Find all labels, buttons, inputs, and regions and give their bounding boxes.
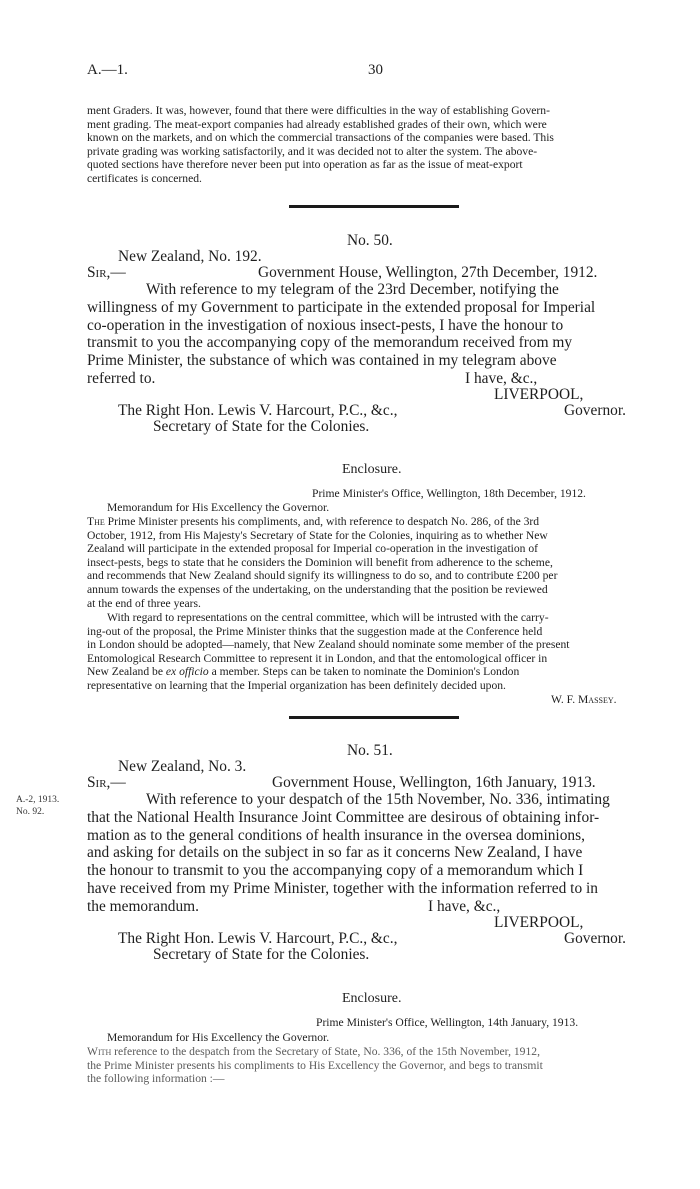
signature: LIVERPOOL, <box>494 386 584 403</box>
place-date: Government House, Wellington, 16th January, 1913. <box>272 774 596 791</box>
closing: I have, &c., <box>428 898 501 915</box>
salutation: Sir,— <box>87 264 126 281</box>
text-line: ment grading. The meat-export companies had already established grades of their own, which were <box>87 117 547 131</box>
document-number: No. 51. <box>347 742 393 759</box>
text-line: referred to. <box>87 369 156 387</box>
place-date: Government House, Wellington, 27th December, 1912. <box>258 264 598 281</box>
text-line: at the end of three years. <box>87 596 201 610</box>
dispatch-number: New Zealand, No. 3. <box>118 758 247 775</box>
memo-origin: Prime Minister's Office, Wellington, 14th January, 1913. <box>316 1016 579 1029</box>
text-line: certificates is concerned. <box>87 171 202 185</box>
text-line: that the National Health Insurance Joint Committee are desirous of obtaining infor- <box>87 808 600 826</box>
memo-paragraph <box>87 515 635 610</box>
margin-reference: No. 92. <box>16 807 45 817</box>
text-line: the honour to transmit to you the accompanying copy of a memorandum which I <box>87 862 584 880</box>
page-number: 30 <box>368 62 383 78</box>
memo-addressee: Memorandum for His Excellency the Governor. <box>107 501 330 514</box>
text-line: Entomological Research Committee to represent it in London, and that the entomological officer in <box>87 651 548 665</box>
text-line: in London should be adopted—namely, that New Zealand should nominate some member of the present <box>87 638 570 652</box>
text-line: the following information :— <box>87 1072 225 1086</box>
memo-addressee: Memorandum for His Excellency the Governor. <box>107 1031 330 1044</box>
page-reference: A.—1. <box>87 62 128 78</box>
text-line: New Zealand be ex officio a member. Steps can be taken to nominate the Dominion's London <box>87 665 520 679</box>
salutation: Sir,— <box>87 774 126 791</box>
text-line: With reference to your despatch of the 15th November, No. 336, intimating <box>146 791 610 808</box>
text-line: quoted sections have therefore never been put into operation as far as the issue of meat-export <box>87 158 523 172</box>
text-line: willingness of my Government to participate in the extended proposal for Imperial <box>87 298 596 316</box>
signature: LIVERPOOL, <box>494 914 584 931</box>
text-line: ing-out of the proposal, the Prime Minister thinks that the suggestion made at the Conference held <box>87 624 543 638</box>
addressee-title: Secretary of State for the Colonies. <box>153 946 370 963</box>
document-number: No. 50. <box>347 232 393 249</box>
text-line: Prime Minister, the substance of which was contained in my telegram above <box>87 352 557 370</box>
small-caps-word: The <box>87 515 105 528</box>
text-line: With regard to representations on the central committee, which will be intrusted with the carry- <box>107 611 549 624</box>
addressee: The Right Hon. Lewis V. Harcourt, P.C., &c., <box>118 402 398 419</box>
text-line: co-operation in the investigation of noxious insect-pests, I have the honour to <box>87 316 564 334</box>
text-line: insect-pests, begs to state that he considers the Dominion will benefit from adherence to the scheme, <box>87 555 553 569</box>
text-line: representative on learning that the Imperial organization has been definitely decided upon. <box>87 678 506 692</box>
signature-title: Governor. <box>564 930 626 947</box>
section-divider <box>289 205 459 208</box>
text-line: annum towards the expenses of the undertaking, on the understanding that the position be reviewed <box>87 582 548 596</box>
memo-signature: W. F. Massey. <box>551 693 617 706</box>
italic-phrase: ex officio <box>165 665 209 679</box>
dispatch-number: New Zealand, No. 192. <box>118 248 262 265</box>
memo-origin: Prime Minister's Office, Wellington, 18th December, 1912. <box>312 487 586 500</box>
memo-paragraph <box>87 1045 635 1086</box>
text-line: Zealand will participate in the extended proposal for Imperial co-operation in the investigation of <box>87 542 539 556</box>
section-divider <box>289 716 459 719</box>
text-line: October, 1912, from His Majesty's Secretary of State for the Colonies, inquiring as to whether New <box>87 528 548 542</box>
text-line: The Prime Minister presents his compliments, and, with reference to despatch No. 286, of the 3rd <box>87 515 540 528</box>
addressee: The Right Hon. Lewis V. Harcourt, P.C., &c., <box>118 930 398 947</box>
margin-reference: A.-2, 1913. <box>16 795 60 805</box>
letter-body <box>87 791 635 916</box>
text-line: transmit to you the accompanying copy of the memorandum received from my <box>87 334 573 352</box>
opening-paragraph <box>87 104 635 186</box>
text-line: known on the markets, and on which the commercial transactions of the companies were based. This <box>87 131 554 145</box>
text-line: private grading was working satisfactorily, and it was decided not to alter the system. The above- <box>87 144 538 158</box>
text-line: ment Graders. It was, however, found that there were difficulties in the way of establishing Govern- <box>87 104 550 117</box>
text-line: With reference to my telegram of the 23rd December, notifying the <box>146 281 559 298</box>
signature-title: Governor. <box>564 402 626 419</box>
text-line: have received from my Prime Minister, together with the information referred to in <box>87 879 598 897</box>
text-line: the memorandum. <box>87 897 199 915</box>
addressee-title: Secretary of State for the Colonies. <box>153 418 370 435</box>
small-caps-word: With <box>87 1045 112 1058</box>
text-line: and recommends that New Zealand should signify its willingness to do so, and to contribute £200 per <box>87 569 558 583</box>
text-line: With reference to the despatch from the Secretary of State, No. 336, of the 15th November, 1912, <box>87 1045 540 1058</box>
text-line: mation as to the general conditions of health insurance in the oversea dominions, <box>87 826 585 844</box>
letter-body <box>87 281 635 388</box>
enclosure-heading: Enclosure. <box>342 991 402 1006</box>
text-line: the Prime Minister presents his compliments to His Excellency the Governor, and begs to transmit <box>87 1058 543 1072</box>
enclosure-heading: Enclosure. <box>342 462 402 477</box>
memo-paragraph <box>87 611 635 693</box>
text-line: and asking for details on the subject in so far as it concerns New Zealand, I have <box>87 844 583 862</box>
closing: I have, &c., <box>465 370 538 387</box>
